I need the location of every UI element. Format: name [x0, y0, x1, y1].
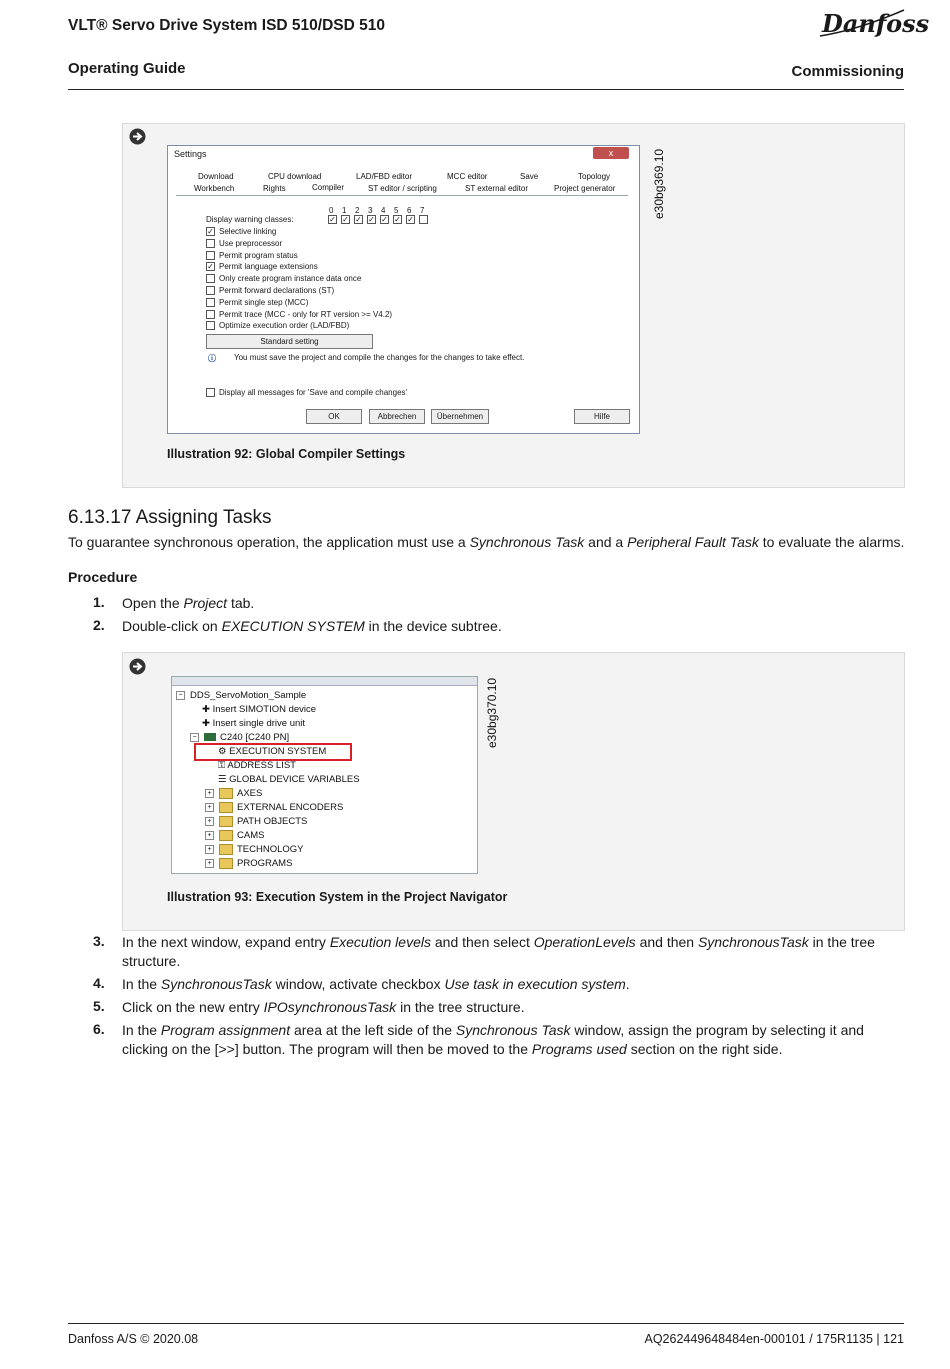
tab-save[interactable]: Save: [520, 172, 539, 181]
warning-class-checkbox[interactable]: ✓: [342, 215, 349, 224]
apply-button[interactable]: Übernehmen: [431, 409, 489, 424]
figure-caption: Illustration 92: Global Compiler Settings: [167, 447, 406, 461]
warning-class-checkbox[interactable]: ✓: [368, 215, 375, 224]
tab-divider: [176, 195, 628, 196]
tree-item-insert-device[interactable]: ✚ Insert SIMOTION device: [202, 704, 317, 715]
option-checkbox[interactable]: [206, 298, 215, 307]
option-checkbox[interactable]: ✓: [207, 227, 214, 236]
info-icon: ⓘ: [208, 354, 216, 363]
warning-class-checkbox[interactable]: ✓: [355, 215, 362, 224]
cancel-button[interactable]: Abbrechen: [369, 409, 425, 424]
option-checkbox[interactable]: [206, 274, 215, 283]
step-number: 3.: [93, 933, 105, 949]
document-title: VLT® Servo Drive System ISD 510/DSD 510: [68, 17, 385, 34]
ok-button[interactable]: OK: [306, 409, 362, 424]
arrow-right-icon: [129, 128, 146, 145]
highlight-frame: [194, 743, 352, 761]
tree-item-execution-system[interactable]: ⚙ EXECUTION SYSTEM: [218, 746, 327, 757]
tree-item-address-list[interactable]: ⚿ ADDRESS LIST: [218, 760, 296, 771]
tab-compiler[interactable]: Compiler: [312, 183, 345, 192]
tree-item-programs[interactable]: + PROGRAMS: [205, 858, 292, 869]
warning-class-number: 2: [355, 206, 360, 215]
step-text: Click on the new entry IPOsynchronousTask in the tree structure.: [122, 999, 525, 1015]
option-label: Permit single step (MCC): [219, 297, 309, 307]
tree-item-technology[interactable]: + TECHNOLOGY: [205, 844, 304, 855]
tree-item-c240[interactable]: − C240 [C240 PN]: [190, 732, 289, 743]
tab-cpu-download[interactable]: CPU download: [268, 172, 322, 181]
tab-download[interactable]: Download: [198, 172, 234, 181]
chapter-name: Commissioning: [791, 63, 904, 80]
project-navigator: [171, 676, 478, 874]
warning-class-checkbox[interactable]: ✓: [394, 215, 401, 224]
procedure-heading: Procedure: [68, 569, 138, 585]
section-heading: 6.13.17 Assigning Tasks: [68, 507, 272, 528]
footer-rule: [68, 1323, 904, 1324]
svg-text:Danfoss: Danfoss: [822, 9, 930, 38]
tab-workbench[interactable]: Workbench: [194, 184, 235, 193]
warning-class-number: 6: [407, 206, 412, 215]
option-checkbox[interactable]: [206, 251, 215, 260]
warning-class-number: 1: [342, 206, 347, 215]
option-label: Permit language extensions: [219, 262, 318, 272]
step-text: In the SynchronousTask window, activate checkbox Use task in execution system.: [122, 976, 630, 992]
option-label: Use preprocessor: [219, 238, 283, 248]
step-text: Double-click on EXECUTION SYSTEM in the device subtree.: [122, 618, 502, 634]
option-checkbox[interactable]: [206, 239, 215, 248]
header-rule: [68, 89, 904, 90]
option-label: Permit program status: [219, 250, 298, 260]
tree-item-path-objects[interactable]: + PATH OBJECTS: [205, 816, 307, 827]
tree-item-insert-drive[interactable]: ✚ Insert single drive unit: [202, 718, 306, 729]
tab-mcc-editor[interactable]: MCC editor: [447, 172, 488, 181]
warning-class-number: 4: [381, 206, 386, 215]
step-number: 2.: [93, 617, 105, 633]
tree-item-project[interactable]: − DDS_ServoMotion_Sample: [176, 690, 306, 701]
warning-class-checkbox[interactable]: ✓: [407, 215, 414, 224]
option-checkbox[interactable]: [206, 321, 215, 330]
figure-caption: Illustration 93: Execution System in the Project Navigator: [167, 890, 508, 904]
footer-page-info: AQ262449648484en-000101 / 175R1135 | 121: [644, 1332, 904, 1346]
tree-item-external-encoders[interactable]: + EXTERNAL ENCODERS: [205, 802, 343, 813]
step-text: In the next window, expand entry Execution levels and then select OperationLevels and then SynchronousTask in the tree structure.: [122, 934, 875, 969]
option-label: Permit forward declarations (ST): [219, 286, 335, 295]
danfoss-logo: [818, 6, 930, 40]
footer-copyright: Danfoss A/S © 2020.08: [68, 1332, 199, 1346]
option-label: Optimize execution order (LAD/FBD): [219, 321, 350, 331]
step-text: In the Program assignment area at the left side of the Synchronous Task window, assign the program by selecting it and clicking on the [>>] button. The program will then be moved to the Programs used section on the right side.: [122, 1022, 864, 1057]
display-all-checkbox[interactable]: [206, 388, 215, 397]
option-checkbox[interactable]: [206, 286, 215, 295]
step-text: Open the Project tab.: [122, 595, 255, 611]
tab-st-external-editor[interactable]: ST external editor: [465, 184, 528, 193]
warning-class-checkbox[interactable]: ✓: [381, 215, 388, 224]
document-subtitle: Operating Guide: [68, 60, 186, 77]
tab-st-editor-scripting[interactable]: ST editor / scripting: [368, 184, 437, 193]
settings-dialog: [167, 145, 640, 434]
display-all-label: Display all messages for 'Save and compile changes': [219, 388, 408, 397]
warning-classes-label: Display warning classes:: [206, 215, 294, 224]
dialog-title: Settings: [174, 149, 207, 159]
tab-project-generator[interactable]: Project generator: [554, 184, 616, 193]
warning-class-number: 5: [394, 206, 399, 215]
navigator-titlebar: [172, 677, 477, 686]
step-number: 6.: [93, 1021, 105, 1037]
tab-rights[interactable]: Rights: [263, 184, 286, 193]
warning-class-checkbox[interactable]: [419, 215, 428, 224]
warning-class-number: 7: [420, 206, 425, 215]
step-number: 5.: [93, 998, 105, 1014]
option-checkbox[interactable]: ✓: [207, 262, 214, 272]
section-intro: To guarantee synchronous operation, the application must use a Synchronous Task and a Peripheral Fault Task to evaluate the alarms.: [68, 534, 905, 550]
info-message: You must save the project and compile the changes for the changes to take effect.: [234, 353, 525, 362]
arrow-right-icon: [129, 658, 146, 675]
warning-class-number: 3: [368, 206, 373, 215]
tab-lad-fbd-editor[interactable]: LAD/FBD editor: [356, 172, 413, 181]
tab-topology[interactable]: Topology: [578, 172, 611, 181]
option-checkbox[interactable]: [206, 310, 215, 319]
warning-class-number: 0: [329, 206, 334, 215]
figure-code: e30bg369.10: [652, 148, 666, 219]
tree-item-global-variables[interactable]: ☰ GLOBAL DEVICE VARIABLES: [218, 774, 360, 785]
figure-code: e30bg370.10: [485, 677, 499, 748]
close-icon[interactable]: x: [593, 147, 629, 159]
tree-item-axes[interactable]: + AXES: [205, 788, 262, 799]
option-label: Only create program instance data once: [219, 274, 362, 284]
warning-class-checkbox[interactable]: ✓: [329, 215, 336, 224]
step-number: 1.: [93, 594, 105, 610]
tree-item-cams[interactable]: + CAMS: [205, 830, 264, 841]
option-label: Permit trace (MCC - only for RT version >= V4.2): [219, 309, 393, 319]
help-button[interactable]: Hilfe: [574, 409, 630, 424]
option-label: Selective linking: [219, 227, 277, 236]
step-number: 4.: [93, 975, 105, 991]
standard-setting-button[interactable]: Standard setting: [206, 334, 373, 349]
